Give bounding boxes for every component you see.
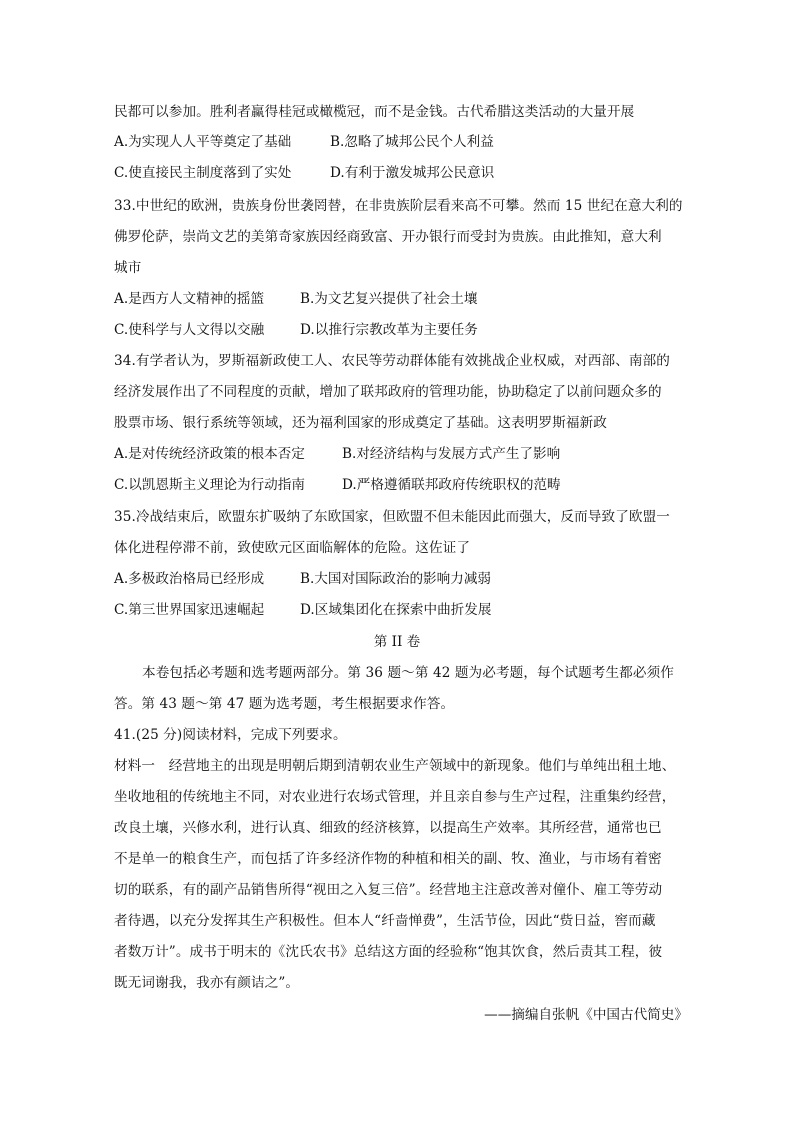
q41-material-line-8: 既无词谢我，我亦有颜诘之”。 [114, 975, 300, 991]
q33-options-row-1 [114, 289, 477, 309]
q34-stem-line-1: 34.有学者认为，罗斯福新政使工人、农民等劳动群体能有效挑战企业权威，对西部、南部的 [114, 353, 670, 369]
q34-stem-line-3: 股票市场、银行系统等领域，还为福利国家的形成奠定了基础。这表明罗斯福新政 [114, 415, 607, 431]
q41-material-line-5: 切的联系，有的副产品销售所得“视田之入复三倍”。经营地主注意改善对僮仆、雇工等劳动 [114, 882, 663, 898]
q41-material-line-7: 者数万计”。成书于明末的《沈氏农书》总结这方面的经验称“饱其饮食，然后责其工程，彼 [114, 944, 663, 960]
q32-options-row-1 [114, 132, 494, 152]
q32-option-a[interactable]: A.为实现人人平等奠定了基础 [114, 134, 292, 150]
q35-option-d[interactable]: D.区域集团化在探索中曲折发展 [300, 602, 492, 618]
q35-stem-line-2: 体化进程停滞不前，致使欧元区面临解体的危险。这佐证了 [114, 540, 471, 556]
q35-option-c[interactable]: C.第三世界国家迅速崛起 [114, 602, 265, 618]
q34-option-a[interactable]: A.是对传统经济政策的根本否定 [114, 446, 305, 462]
q34-option-d[interactable]: D.严格遵循联邦政府传统职权的范畴 [342, 477, 561, 493]
q41-source: ——摘编自张帆《中国古代简史》 [484, 1007, 688, 1023]
q35-option-a[interactable]: A.多极政治格局已经形成 [114, 571, 265, 587]
q34-option-c[interactable]: C.以凯恩斯主义理论为行动指南 [114, 477, 305, 493]
q41-material-line-2: 坐收地租的传统地主不同，对农业进行农场式管理，并且亲自参与生产过程，注重集约经营， [114, 789, 676, 805]
q33-stem-line-2: 佛罗伦萨，崇尚文艺的美第奇家族因经商致富、开办银行而受封为贵族。由此推知，意大利 [114, 229, 662, 245]
q41-material-line-3: 改良土壤，兴修水利，进行认真、细致的经济核算，以提高生产效率。其所经营，通常也已 [114, 820, 662, 836]
q33-option-b[interactable]: B.为文艺复兴提供了社会土壤 [300, 291, 478, 307]
q35-option-b[interactable]: B.大国对国际政治的影响力减弱 [300, 571, 492, 587]
q41-material-line-1: 材料一 经营地主的出现是明朝后期到清朝农业生产领域中的新现象。他们与单纯出租土地、 [114, 758, 676, 774]
q32-option-b[interactable]: B.忽略了城邦公民个人利益 [330, 134, 494, 150]
q34-stem-line-2: 经济发展作出了不同程度的贡献，增加了联邦政府的管理功能，协助稳定了以前问题众多的 [114, 384, 662, 400]
q33-stem-line-3: 城市 [114, 260, 142, 276]
q41-header: 41.(25 分)阅读材料，完成下列要求。 [114, 727, 347, 743]
section-title: 第 II 卷 [373, 634, 421, 650]
q32-stem-tail: 民都可以参加。胜利者赢得桂冠或橄榄冠，而不是金钱。古代希腊这类活动的大量开展 [114, 104, 635, 120]
q34-option-b[interactable]: B.对经济结构与发展方式产生了影响 [342, 446, 561, 462]
q35-options-row-2 [114, 600, 491, 620]
q33-stem-line-1: 33.中世纪的欧洲，贵族身份世袭罔替，在非贵族阶层看来高不可攀。然而 15 世纪在意大利的 [114, 198, 683, 214]
section-intro-line-2: 答。第 43 题～第 47 题为选考题，考生根据要求作答。 [114, 696, 455, 712]
q41-material-line-4: 不是单一的粮食生产，而包括了许多经济作物的种植和相关的副、牧、渔业，与市场有着密 [114, 851, 662, 867]
q32-options-row-2 [114, 163, 494, 183]
q33-option-d[interactable]: D.以推行宗教改革为主要任务 [300, 322, 478, 338]
q33-option-a[interactable]: A.是西方人文精神的摇篮 [114, 291, 265, 307]
q35-options-row-1 [114, 569, 491, 589]
q32-option-c[interactable]: C.使直接民主制度落到了实处 [114, 165, 292, 181]
q33-option-c[interactable]: C.使科学与人文得以交融 [114, 322, 265, 338]
section-intro-line-1: 本卷包括必考题和选考题两部分。第 36 题～第 42 题为必考题，每个试题考生都必须作 [142, 665, 674, 681]
q35-stem-line-1: 35.冷战结束后，欧盟东扩吸纳了东欧国家，但欧盟不但未能因此而强大，反而导致了欧盟一 [114, 509, 670, 525]
q41-material-line-6: 者待遇，以充分发挥其生产积极性。但本人“纤啬惮费”，生活节俭，因此“赀日益，窖而藏 [114, 913, 656, 929]
q33-options-row-2 [114, 320, 478, 340]
q32-option-d[interactable]: D.有利于激发城邦公民意识 [330, 165, 495, 181]
q34-options-row-2 [114, 475, 561, 495]
q34-options-row-1 [114, 444, 560, 464]
